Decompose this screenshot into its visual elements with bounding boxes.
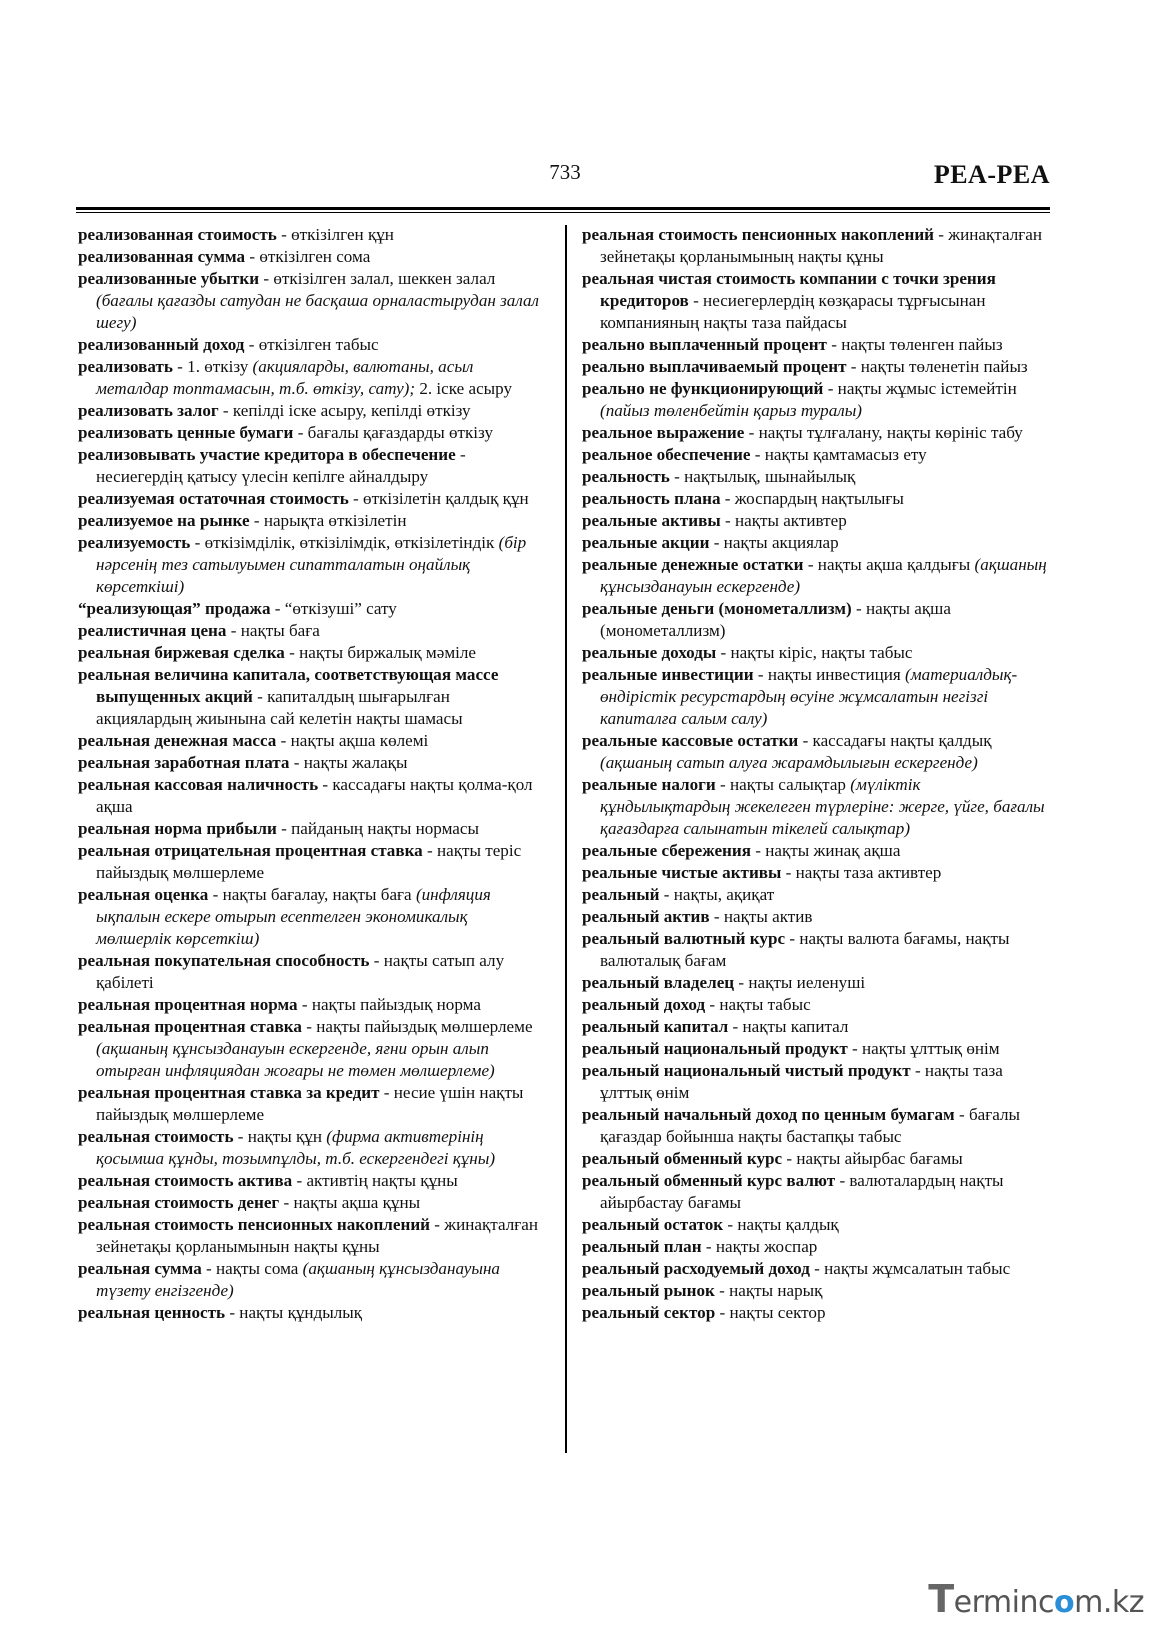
dictionary-entry: реальный национальный чистый продукт - нақты таза ұлттық өнім	[582, 1061, 1003, 1102]
entry-definition: нақты, ақиқат	[673, 885, 775, 904]
entry-definition: жинақталған зейнетақы қорланымынын нақты құны	[96, 1215, 538, 1256]
entry-term: реально выплаченный процент	[582, 335, 827, 354]
entry-term: реально выплачиваемый процент	[582, 357, 847, 376]
dictionary-entry: реальный начальный доход по ценным бумагам - бағалы қағаздар бойынша нақты бастапқы табыс	[582, 1105, 1020, 1146]
entry-definition: нақты нарық	[729, 1281, 823, 1300]
entry-note: (ақшаның құнсызданауына түзету енгізгенде)	[96, 1259, 500, 1300]
entry-term: реальная процентная ставка	[78, 1017, 302, 1036]
dictionary-entry: реальный валютный курс - нақты валюта бағамы, нақты валюталық бағам	[582, 929, 1010, 970]
entry-term: реальный национальный продукт	[582, 1039, 848, 1058]
entry-term: реальная покупательная способность	[78, 951, 370, 970]
dictionary-entry: реальная величина капитала, соответствующая массе выпущенных акций - капиталдың шығарылған акциялардың жиынына сай келетін нақты шамасы	[78, 665, 499, 728]
dictionary-entry: реальная стоимость пенсионных накоплений - жинақталған зейнетақы қорланымының нақты құны	[582, 225, 1042, 266]
entry-definition: нақты құндылық	[239, 1303, 363, 1322]
entry-term: реальность плана	[582, 489, 721, 508]
dictionary-entry: реальная денежная масса - нақты ақша көлемі	[78, 731, 429, 750]
entry-term: реальный владелец	[582, 973, 735, 992]
entry-definition: нақты ақша (монометаллизм)	[600, 599, 951, 640]
dictionary-entry: реальное обеспечение - нақты қамтамасыз ету	[582, 445, 927, 464]
entry-definition-second: 2. іске асыру	[419, 379, 513, 398]
entry-term: реальные инвестиции	[582, 665, 754, 684]
dictionary-entry: реальная биржевая сделка - нақты биржалық мәміле	[78, 643, 476, 662]
entry-term: реальные кассовые остатки	[582, 731, 799, 750]
entry-definition: нақты пайыздық норма	[311, 995, 481, 1014]
entry-definition: кепілді іске асыру, кепілді өткізу	[232, 401, 471, 420]
dictionary-entry: реализованная стоимость - өткізілген құн	[78, 225, 394, 244]
entry-definition: нақты ұлттық өнім	[861, 1039, 1000, 1058]
entry-note: (бағалы қағазды сатудан не басқаша орналастырудан залал шегу)	[96, 291, 540, 332]
dictionary-entry: реальные доходы - нақты кіріс, нақты табыс	[582, 643, 913, 662]
dictionary-entry: реализовать залог - кепілді іске асыру, кепілді өткізу	[78, 401, 471, 420]
dictionary-entry: реализуемое на рынке - нарықта өткізілетін	[78, 511, 407, 530]
entry-note: (фирма активтерінің қосымша құнды, тозымпұлды, т.б. ескергендегі құны)	[96, 1127, 496, 1168]
dictionary-entry: реальный обменный курс - нақты айырбас бағамы	[582, 1149, 963, 1168]
dictionary-entry: реально не функционирующий - нақты жұмыс істемейтін (пайыз төленбейтін қарыз туралы)	[582, 379, 1017, 420]
dictionary-entry: реальный актив - нақты актив	[582, 907, 813, 926]
header-rule-thin	[76, 212, 1050, 213]
entry-definition: нақты жұмсалатын табыс	[824, 1259, 1011, 1278]
dictionary-entry: реальная отрицательная процентная ставка - нақты теріс пайыздық мөлшерлеме	[78, 841, 522, 882]
dictionary-entry: реализованные убытки - өткізілген залал, шеккен залал (бағалы қағазды сатудан не басқаша орналастырудан залал шегу)	[78, 269, 540, 332]
entry-term: реальные доходы	[582, 643, 717, 662]
entry-term: реализованная сумма	[78, 247, 246, 266]
dictionary-entry: реальная стоимость пенсионных накоплений - жинақталған зейнетақы қорланымынын нақты құны	[78, 1215, 538, 1256]
entry-definition: “өткізуші” сату	[284, 599, 397, 618]
entry-definition: активтің нақты құны	[306, 1171, 458, 1190]
entry-definition: нақты тұлғалану, нақты көрініс табу	[758, 423, 1023, 442]
entry-definition: нақты акциялар	[723, 533, 839, 552]
entry-term: реальный начальный доход по ценным бумагам	[582, 1105, 955, 1124]
entry-term: реальный капитал	[582, 1017, 729, 1036]
entry-definition: 1. өткізу	[187, 357, 249, 376]
entry-definition: нақты табыс	[719, 995, 811, 1014]
dictionary-entry: реальная процентная ставка за кредит - несие үшін нақты пайыздық мөлшерлеме	[78, 1083, 524, 1124]
entry-term: реальная заработная плата	[78, 753, 290, 772]
entry-term: реализуемая остаточная стоимость	[78, 489, 349, 508]
entry-definition: нақты капитал	[742, 1017, 849, 1036]
entry-term: реальная стоимость актива	[78, 1171, 293, 1190]
entry-term: реальные активы	[582, 511, 721, 530]
entry-term: реализовывать участие кредитора в обеспечение	[78, 445, 456, 464]
dictionary-entry: реальный - нақты, ақиқат	[582, 885, 775, 904]
entry-term: реально не функционирующий	[582, 379, 824, 398]
dictionary-entry: реальная норма прибыли - пайданың нақты нормасы	[78, 819, 479, 838]
entry-definition: нақты қалдық	[737, 1215, 839, 1234]
entry-definition: жоспардың нақтылығы	[734, 489, 904, 508]
entry-term: реальная стоимость	[78, 1127, 234, 1146]
entry-definition: кассадағы нақты қолма-қол ақша	[96, 775, 533, 816]
entry-term: “реализующая” продажа	[78, 599, 271, 618]
entry-definition: нақты төленген пайыз	[841, 335, 1003, 354]
dictionary-entry: реальный доход - нақты табыс	[582, 995, 811, 1014]
dictionary-entry: “реализующая” продажа - “өткізуші” сату	[78, 599, 397, 618]
entry-definition: нақты жинақ ақша	[765, 841, 901, 860]
dictionary-entry: реальные акции - нақты акциялар	[582, 533, 839, 552]
entry-definition: несиегердің қатысу үлесін кепілге айналдыру	[96, 467, 429, 486]
entry-term: реальное выражение	[582, 423, 745, 442]
dictionary-entry: реальные налоги - нақты салықтар (мүліктік құндылықтардың жекелеген түрлеріне: жерге, үйге, бағалы қағаздарға салынатын тікелей салықтар)	[582, 775, 1045, 838]
dictionary-entry: реализуемая остаточная стоимость - өткізілетін қалдық құн	[78, 489, 529, 508]
entry-definition: нақты валюта бағамы, нақты валюталық бағам	[600, 929, 1010, 970]
dictionary-entry: реальный расходуемый доход - нақты жұмсалатын табыс	[582, 1259, 1011, 1278]
dictionary-entry: реальный обменный курс валют - валюталардың нақты айырбастау бағамы	[582, 1171, 1004, 1212]
entry-definition: нақты сатып алу қабілеті	[96, 951, 505, 992]
entry-term: реальные чистые активы	[582, 863, 782, 882]
entry-term: реальная кассовая наличность	[78, 775, 319, 794]
entry-definition: нақты ақша қалдығы	[817, 555, 971, 574]
entry-term: реальные налоги	[582, 775, 716, 794]
entry-definition: нақты кіріс, нақты табыс	[730, 643, 913, 662]
header-rule-thick	[76, 207, 1050, 210]
dictionary-entry: реальная покупательная способность - нақты сатып алу қабілеті	[78, 951, 505, 992]
dictionary-entry: реальный остаток - нақты қалдық	[582, 1215, 839, 1234]
entry-term: реальный расходуемый доход	[582, 1259, 810, 1278]
entry-definition: өткізілген табыс	[258, 335, 379, 354]
column-divider	[565, 225, 567, 1453]
dictionary-entry: реальная стоимость денег - нақты ақша құны	[78, 1193, 421, 1212]
entry-definition: нарықта өткізілетін	[263, 511, 407, 530]
entry-definition: нақтылық, шынайылық	[684, 467, 856, 486]
entry-definition: нақты жоспар	[715, 1237, 818, 1256]
entry-term: реализовать залог	[78, 401, 219, 420]
entry-term: реальный	[582, 885, 660, 904]
entry-term: реальная норма прибыли	[78, 819, 277, 838]
entry-definition: несие үшін нақты пайыздық мөлшерлеме	[96, 1083, 524, 1124]
dictionary-entry: реальные инвестиции - нақты инвестиция (материалдық-өндірістік ресурстардың өсуіне жұмсалатын негізгі капиталға салым салу)	[582, 665, 1018, 728]
entry-term: реальная сумма	[78, 1259, 202, 1278]
dictionary-entry: реальная процентная ставка - нақты пайыздық мөлшерлеме (ақшаның құнсызданауын ескергенде, яғни орын алып отырған инфляциядан жоғары не төмен мөлшерлеме)	[78, 1017, 533, 1080]
dictionary-entry: реализованный доход - өткізілген табыс	[78, 335, 379, 354]
dictionary-entry: реальный национальный продукт - нақты ұлттық өнім	[582, 1039, 1000, 1058]
entry-definition: нақты салықтар	[730, 775, 846, 794]
dictionary-entry: реальные чистые активы - нақты таза активтер	[582, 863, 942, 882]
entry-definition: нақты айырбас бағамы	[796, 1149, 963, 1168]
entry-term: реальный актив	[582, 907, 710, 926]
entry-term: реальная величина капитала, соответствующая массе выпущенных акций	[78, 665, 499, 706]
entry-term: реальная чистая стоимость компании с точки зрения кредиторов	[582, 269, 996, 310]
entry-term: реальная стоимость пенсионных накоплений	[582, 225, 935, 244]
dictionary-entry: реальные денежные остатки - нақты ақша қалдығы (ақшаның құнсызданауын ескергенде)	[582, 555, 1047, 596]
entry-term: реальный рынок	[582, 1281, 715, 1300]
entry-note: (материалдық-өндірістік ресурстардың өсуіне жұмсалатын негізгі капиталға салым салу)	[600, 665, 1018, 728]
right-column	[582, 224, 1050, 1324]
entry-definition: нақты теріс пайыздық мөлшерлеме	[96, 841, 522, 882]
entry-term: реальный сектор	[582, 1303, 716, 1322]
dictionary-entry: реалистичная цена - нақты баға	[78, 621, 320, 640]
entry-term: реальная биржевая сделка	[78, 643, 285, 662]
dictionary-entry: реализованная сумма - өткізілген сома	[78, 247, 371, 266]
entry-definition: нақты инвестиция	[767, 665, 901, 684]
entry-definition: өткізілген сома	[259, 247, 371, 266]
dictionary-entry: реальная ценность - нақты құндылық	[78, 1303, 363, 1322]
entry-definition: нақты сома	[216, 1259, 299, 1278]
entry-term: реалистичная цена	[78, 621, 227, 640]
dictionary-entry: реально выплачиваемый процент - нақты төленетін пайыз	[582, 357, 1028, 376]
dictionary-entry: реальный план - нақты жоспар	[582, 1237, 818, 1256]
dictionary-entry: реальные активы - нақты активтер	[582, 511, 847, 530]
entry-term: реализуемое на рынке	[78, 511, 250, 530]
dictionary-entry: реальная кассовая наличность - кассадағы нақты қолма-қол ақша	[78, 775, 533, 816]
dictionary-entry: реальная сумма - нақты сома (ақшаның құнсызданауына түзету енгізгенде)	[78, 1259, 500, 1300]
entry-definition: нақты ақша көлемі	[290, 731, 429, 750]
entry-term: реальные сбережения	[582, 841, 751, 860]
dictionary-entry: реальный капитал - нақты капитал	[582, 1017, 849, 1036]
entry-definition: нақты биржалық мәміле	[299, 643, 476, 662]
page-number: 733	[549, 160, 581, 184]
entry-term: реализованные убытки	[78, 269, 260, 288]
entry-term: реальный остаток	[582, 1215, 724, 1234]
dictionary-entry: реальный владелец - нақты иеленуші	[582, 973, 866, 992]
entry-definition: нақты таза ұлттық өнім	[600, 1061, 1003, 1102]
dictionary-entry: реальный рынок - нақты нарық	[582, 1281, 823, 1300]
dictionary-entry: реальная процентная норма - нақты пайыздық норма	[78, 995, 481, 1014]
running-head: РЕА-РЕА	[933, 160, 1050, 189]
entry-note: (бір нәрсенің тез сатылуымен сипатталатын оңайлық көрсеткіші)	[96, 533, 527, 596]
entry-definition: нақты активтер	[734, 511, 847, 530]
entry-definition: нақты жұмыс істемейтін	[837, 379, 1017, 398]
entry-term: реальная стоимость денег	[78, 1193, 280, 1212]
entry-term: реальная процентная ставка за кредит	[78, 1083, 380, 1102]
entry-term: реализованный доход	[78, 335, 245, 354]
entry-definition: несиегерлердің көзқарасы тұрғысынан компанияның нақты таза пайдасы	[600, 291, 986, 332]
dictionary-entry: реальные кассовые остатки - кассадағы нақты қалдық (ақшаның сатып алуға жарамдылығын ескергенде)	[582, 731, 992, 772]
dictionary-entry: реальная чистая стоимость компании с точки зрения кредиторов - несиегерлердің көзқарасы тұрғысынан компанияның нақты таза пайдасы	[582, 269, 996, 332]
entry-definition: өткізілген залал, шеккен залал	[273, 269, 496, 288]
entry-definition: нақты таза активтер	[795, 863, 942, 882]
entry-definition: нақты актив	[723, 907, 813, 926]
dictionary-entry: реальная оценка - нақты бағалау, нақты баға (инфляция ықпалын ескере отырып есептелген экономикалық мөлшерлік көрсеткіш)	[78, 885, 491, 948]
dictionary-entry: реализовать - 1. өткізу (акцияларды, валютаны, асыл металдар топтамасын, т.б. өткізу, сату); 2. іске асыру	[78, 357, 513, 398]
dictionary-entry: реализуемость - өткізімділік, өткізілімдік, өткізілетіндік (бір нәрсенің тез сатылуымен сипатталатын оңайлық көрсеткіші)	[78, 533, 527, 596]
entry-term: реальный обменный курс валют	[582, 1171, 836, 1190]
entry-term: реальная ценность	[78, 1303, 226, 1322]
left-column	[78, 224, 544, 1324]
entry-definition: капиталдың шығарылған акциялардың жиынына сай келетін нақты шамасы	[96, 687, 463, 728]
entry-term: реальная стоимость пенсионных накоплений	[78, 1215, 431, 1234]
entry-term: реальный доход	[582, 995, 706, 1014]
entry-definition: нақты жалақы	[303, 753, 408, 772]
entry-term: реализуемость	[78, 533, 191, 552]
dictionary-entry: реальный сектор - нақты сектор	[582, 1303, 826, 1322]
entry-definition: жинақталған зейнетақы қорланымының нақты құны	[600, 225, 1042, 266]
dictionary-entry: реальная заработная плата - нақты жалақы	[78, 753, 408, 772]
entry-definition: валюталардың нақты айырбастау бағамы	[600, 1171, 1004, 1212]
entry-definition: нақты ақша құны	[293, 1193, 421, 1212]
dictionary-entry: реальная стоимость актива - активтің нақты құны	[78, 1171, 458, 1190]
dictionary-entry: реальные деньги (монометаллизм) - нақты ақша (монометаллизм)	[582, 599, 951, 640]
dictionary-entry: реализовать ценные бумаги - бағалы қағаздарды өткізу	[78, 423, 493, 442]
entry-note: (ақшаның құнсызданауын ескергенде, яғни орын алып отырған инфляциядан жоғары не төмен мөлшерлеме)	[96, 1039, 495, 1080]
entry-definition: нақты қамтамасыз ету	[764, 445, 927, 464]
entry-definition: пайданың нақты нормасы	[291, 819, 479, 838]
entry-term: реализовать ценные бумаги	[78, 423, 294, 442]
entry-term: реальный обменный курс	[582, 1149, 783, 1168]
dictionary-entry: реальность - нақтылық, шынайылық	[582, 467, 856, 486]
entry-term: реальные денежные остатки	[582, 555, 804, 574]
termincom-logo: Termincom.kz	[928, 1577, 1144, 1621]
entry-definition: нақты пайыздық мөлшерлеме	[316, 1017, 533, 1036]
entry-note: (акцияларды, валютаны, асыл металдар топтамасын, т.б. өткізу, сату);	[96, 357, 474, 398]
entry-term: реальная денежная масса	[78, 731, 277, 750]
dictionary-entry: реализовывать участие кредитора в обеспечение - несиегердің қатысу үлесін кепілге айналдыру	[78, 445, 466, 486]
entry-term: реальность	[582, 467, 670, 486]
entry-definition: нақты сектор	[729, 1303, 826, 1322]
entry-definition: нақты төленетін пайыз	[860, 357, 1028, 376]
entry-term: реализованная стоимость	[78, 225, 277, 244]
entry-definition: бағалы қағаздар бойынша нақты бастапқы табыс	[600, 1105, 1020, 1146]
entry-term: реальное обеспечение	[582, 445, 751, 464]
entry-note: (инфляция ықпалын ескере отырып есептелген экономикалық мөлшерлік көрсеткіш)	[96, 885, 491, 948]
entry-definition: нақты бағалау, нақты баға	[222, 885, 412, 904]
entry-definition: өткізімділік, өткізілімдік, өткізілетіндік	[204, 533, 495, 552]
dictionary-entry: реально выплаченный процент - нақты төленген пайыз	[582, 335, 1003, 354]
entry-term: реальный валютный курс	[582, 929, 786, 948]
entry-term: реальные деньги (монометаллизм)	[582, 599, 852, 618]
entry-note: (мүліктік құндылықтардың жекелеген түрлеріне: жерге, үйге, бағалы қағаздарға салынатын тікелей салықтар)	[600, 775, 1045, 838]
entry-note: (ақшаның сатып алуға жарамдылығын ескергенде)	[600, 753, 978, 772]
entry-term: реальный национальный чистый продукт	[582, 1061, 911, 1080]
entry-note: (ақшаның құнсызданауын ескергенде)	[600, 555, 1047, 596]
dictionary-entry: реальные сбережения - нақты жинақ ақша	[582, 841, 901, 860]
entry-term: реализовать	[78, 357, 173, 376]
entry-definition: нақты иеленуші	[748, 973, 866, 992]
entry-term: реальный план	[582, 1237, 702, 1256]
entry-term: реальные акции	[582, 533, 710, 552]
dictionary-entry: реальная стоимость - нақты құн (фирма активтерінің қосымша құнды, тозымпұлды, т.б. ескергендегі құны)	[78, 1127, 496, 1168]
entry-definition: кассадағы нақты қалдық	[812, 731, 992, 750]
entry-term: реальная отрицательная процентная ставка	[78, 841, 423, 860]
dictionary-entry: реальное выражение - нақты тұлғалану, нақты көрініс табу	[582, 423, 1023, 442]
dictionary-entry: реальность плана - жоспардың нақтылығы	[582, 489, 904, 508]
entry-definition: өткізілген құн	[291, 225, 394, 244]
entry-definition: нақты баға	[240, 621, 320, 640]
entry-definition: өткізілетін қалдық құн	[363, 489, 529, 508]
entry-term: реальная процентная норма	[78, 995, 298, 1014]
entry-definition: нақты құн	[247, 1127, 323, 1146]
entry-term: реальная оценка	[78, 885, 209, 904]
entry-note: (пайыз төленбейтін қарыз туралы)	[600, 401, 862, 420]
entry-definition: бағалы қағаздарды өткізу	[307, 423, 493, 442]
